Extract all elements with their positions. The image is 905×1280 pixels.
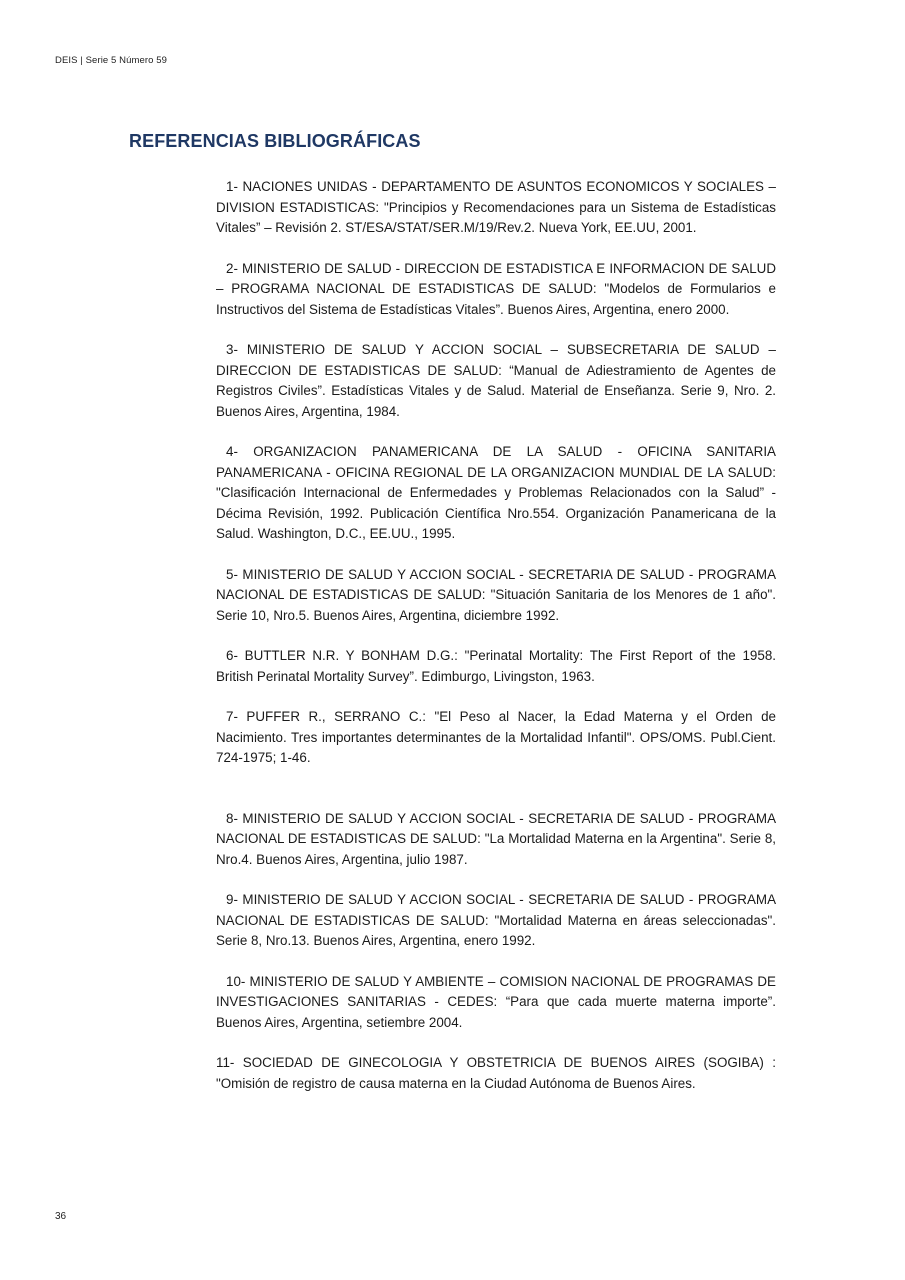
reference-item-2: 2- MINISTERIO DE SALUD - DIRECCION DE ESTADISTICA E INFORMACION DE SALUD – PROGRAMA NACIONAL DE ESTADISTICAS DE SALUD: "Modelos de Formularios e Instructivos del Sistema de Estadísticas Vitales”. Buenos Aires, Argentina, enero 2000. <box>216 260 776 317</box>
reference-item-1: 1- NACIONES UNIDAS - DEPARTAMENTO DE ASUNTOS ECONOMICOS Y SOCIALES – DIVISION ESTADISTICAS: "Principios y Recomendaciones para un Sistema de Estadísticas Vitales” – Revisión 2. ST/ESA/STAT/SER.M/19/Rev.2. Nueva York, EE.UU, 2001. <box>216 179 776 235</box>
reference-item-8: 8- MINISTERIO DE SALUD Y ACCION SOCIAL - SECRETARIA DE SALUD - PROGRAMA NACIONAL DE ESTADISTICAS DE SALUD: "La Mortalidad Materna en la Argentina". Serie 8, Nro.4. Buenos Aires, Argentina, julio 1987. <box>216 810 776 867</box>
reference-item-11: 11- SOCIEDAD DE GINECOLOGIA Y OBSTETRICIA DE BUENOS AIRES (SOGIBA) : "Omisión de registro de causa materna en la Ciudad Autónoma de Buenos Aires. <box>216 1055 776 1091</box>
reference-list <box>216 177 776 1114</box>
reference-item-5: 5- MINISTERIO DE SALUD Y ACCION SOCIAL - SECRETARIA DE SALUD - PROGRAMA NACIONAL DE ESTADISTICAS DE SALUD: "Situación Sanitaria de los Menores de 1 año". Serie 10, Nro.5. Buenos Aires, Argentina, diciembre 1992. <box>216 566 776 623</box>
reference-item-6: 6- BUTTLER N.R. Y BONHAM D.G.: "Perinatal Mortality: The First Report of the 1958. British Perinatal Mortality Survey”. Edimburgo, Livingston, 1963. <box>216 648 776 684</box>
running-header: DEIS | Serie 5 Número 59 <box>55 55 168 66</box>
reference-item-7: 7- PUFFER R., SERRANO C.: "El Peso al Nacer, la Edad Materna y el Orden de Nacimiento. Tres importantes determinantes de la Mortalidad Infantil". OPS/OMS. Publ.Cient. 724-1975; 1-46. <box>216 709 776 765</box>
reference-item-9: 9- MINISTERIO DE SALUD Y ACCION SOCIAL - SECRETARIA DE SALUD - PROGRAMA NACIONAL DE ESTADISTICAS DE SALUD: "Mortalidad Materna en áreas seleccionadas". Serie 8, Nro.13. Buenos Aires, Argentina, enero 1992. <box>216 892 776 948</box>
reference-item-3: 3- MINISTERIO DE SALUD Y ACCION SOCIAL – SUBSECRETARIA DE SALUD – DIRECCION DE ESTADISTICAS DE SALUD: “Manual de Adiestramiento de Agentes de Registros Civiles”. Estadísticas Vitales y de Salud. Material de Enseñanza. Serie 9, Nro. 2. Buenos Aires, Argentina, 1984. <box>216 342 776 419</box>
reference-item-4: 4- ORGANIZACION PANAMERICANA DE LA SALUD - OFICINA SANITARIA PANAMERICANA - OFICINA REGIONAL DE LA ORGANIZACION MUNDIAL DE LA SALUD: "Clasificación Internacional de Enfermedades y Problemas Relacionados con la Salud” - Décima Revisión, 1992. Publicación Científica Nro.554. Organización Panamericana de la Salud. Washington, D.C., EE.UU., 1995. <box>216 444 776 541</box>
page-number: 36 <box>55 1211 67 1222</box>
reference-item-10: 10- MINISTERIO DE SALUD Y AMBIENTE – COMISION NACIONAL DE PROGRAMAS DE INVESTIGACIONES SANITARIAS - CEDES: “Para que cada muerte materna importe”. Buenos Aires, Argentina, setiembre 2004. <box>216 973 776 1030</box>
section-title: REFERENCIAS BIBLIOGRÁFICAS <box>129 131 421 151</box>
